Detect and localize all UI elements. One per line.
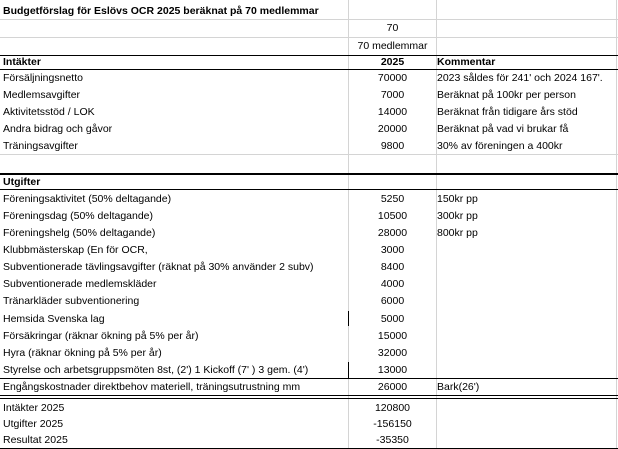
income-header-label: Intäkter: [3, 56, 41, 68]
expense-row[interactable]: [0, 241, 618, 258]
income-row[interactable]: [0, 69, 618, 86]
summary-value: -156150: [373, 418, 412, 430]
expense-label: Hemsida Svenska lag: [3, 312, 105, 325]
income-comment: Beräknat på 100kr per person: [437, 88, 576, 101]
expense-value: 32000: [377, 346, 408, 359]
expense-comment: 300kr pp: [437, 209, 478, 222]
expense-comment: Bark(26'): [437, 380, 480, 393]
expense-row[interactable]: [0, 190, 618, 207]
expense-row[interactable]: [0, 207, 618, 224]
summary-row[interactable]: [0, 416, 618, 432]
expense-comment: 150kr pp: [437, 192, 478, 205]
members-count-row: [0, 19, 618, 37]
income-label: Försäljningsnetto: [3, 71, 83, 84]
income-value: 70000: [377, 71, 408, 84]
expense-label: Subventionerade medlemskläder: [3, 277, 157, 290]
expense-row[interactable]: [0, 310, 618, 327]
income-value: 9800: [380, 139, 405, 152]
expense-label: Tränarkläder subventionering: [3, 294, 140, 307]
expense-row[interactable]: [0, 344, 618, 361]
members-label-cell[interactable]: 70 medlemmar: [357, 40, 428, 52]
expense-row[interactable]: [0, 361, 618, 378]
expense-row[interactable]: [0, 292, 618, 309]
income-label: Andra bidrag och gåvor: [3, 122, 113, 135]
income-value: 14000: [377, 105, 408, 118]
expense-value: 4000: [380, 277, 405, 290]
expense-value: 6000: [380, 294, 405, 307]
summary-label: Intäkter 2025: [3, 401, 65, 414]
income-comment: 30% av föreningen a 400kr: [437, 139, 563, 152]
expense-value: 5000: [380, 312, 405, 325]
expense-value: 3000: [380, 243, 405, 256]
income-comment: 2023 såldes för 241' och 2024 167'.: [437, 71, 603, 84]
expense-comment: 800kr pp: [437, 226, 478, 239]
income-row[interactable]: [0, 137, 618, 154]
expense-value: 15000: [377, 329, 408, 342]
expense-header-label: Utgifter: [3, 176, 41, 188]
expense-value: 28000: [377, 226, 408, 239]
income-header-year: 2025: [380, 56, 405, 68]
income-label: Aktivitetsstöd / LOK: [3, 105, 95, 118]
expense-row[interactable]: [0, 275, 618, 292]
expense-value: 10500: [377, 209, 408, 222]
expense-value: 8400: [380, 260, 405, 273]
summary-row[interactable]: [0, 399, 618, 416]
income-row[interactable]: [0, 120, 618, 137]
summary-row[interactable]: [0, 432, 618, 448]
expense-row[interactable]: [0, 378, 618, 395]
income-header-row: [0, 55, 618, 69]
income-row[interactable]: [0, 86, 618, 103]
expense-label: Klubbmästerskap (En för OCR,: [3, 243, 148, 256]
income-label: Medlemsavgifter: [3, 88, 81, 101]
expense-value: 26000: [377, 380, 408, 393]
page-title: Budgetförslag för Eslövs OCR 2025 beräknat på 70 medlemmar: [3, 4, 319, 17]
income-row[interactable]: [0, 103, 618, 120]
expense-label: Engångskostnader direktbehov materiell, träningsutrustning mm: [3, 380, 301, 393]
income-value: 20000: [377, 122, 408, 135]
expense-label: Föreningsdag (50% deltagande): [3, 209, 154, 222]
expense-label: Subventionerade tävlingsavgifter (räknat på 30% använder 2 subv): [3, 260, 314, 273]
summary-label: Utgifter 2025: [3, 418, 64, 430]
expense-value: 5250: [380, 192, 405, 205]
income-header-comment: Kommentar: [437, 56, 496, 68]
income-comment: Beräknat från tidigare års stöd: [437, 105, 578, 118]
expense-row[interactable]: [0, 224, 618, 241]
expense-row[interactable]: [0, 327, 618, 344]
summary-label: Resultat 2025: [3, 434, 68, 446]
income-comment: Beräknat på vad vi brukar få: [437, 122, 569, 135]
summary-value: 120800: [374, 401, 411, 414]
expense-label: Föreningshelg (50% deltagande): [3, 226, 156, 239]
members-count-cell[interactable]: 70: [386, 22, 399, 34]
expense-header-row: [0, 175, 618, 189]
expense-label: Styrelse och arbetsgruppsmöten 8st, (2') 1 Kickoff (7' ) 3 gem. (4'): [3, 363, 309, 376]
summary-value: -35350: [376, 434, 409, 446]
expense-label: Hyra (räknar ökning på 5% per år): [3, 346, 162, 359]
income-value: 7000: [380, 88, 405, 101]
expense-value: 13000: [377, 363, 408, 376]
grid-row-line: [0, 154, 618, 155]
title-row: [0, 2, 618, 19]
expense-label: Försäkringar (räknar ökning på 5% per år): [3, 329, 199, 342]
expense-label: Föreningsaktivitet (50% deltagande): [3, 192, 172, 205]
income-label: Träningsavgifter: [3, 139, 78, 152]
expense-row[interactable]: [0, 258, 618, 275]
members-label-row: [0, 37, 618, 55]
